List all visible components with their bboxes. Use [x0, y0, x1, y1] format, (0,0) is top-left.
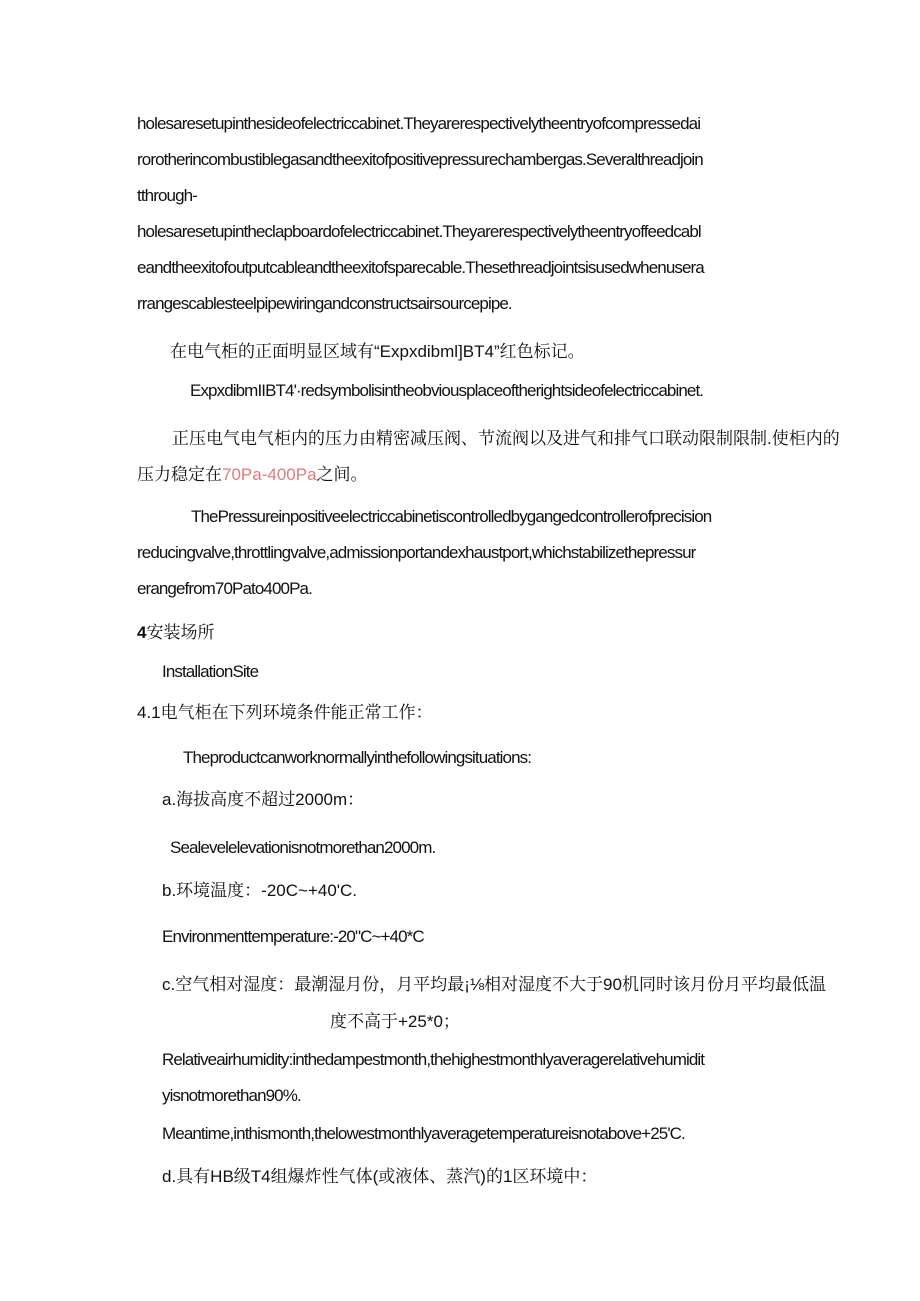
pressure-cn-line1: 正压电气电气柜内的压力由精密减压阀、节流阀以及进气和排气口联动限制限制.使柜内的 [172, 429, 840, 448]
item-c-en-line2: yisnotmorethan90%. [162, 1086, 301, 1105]
pressure-en-line3: erangefrom70Pato400Pa. [137, 579, 312, 598]
item-c-cn-line1: c.空气相对湿度：最潮湿月份，月平均最¡⅛相对湿度不大于90机同时该月份月平均最低温 [162, 975, 826, 994]
section4-title-cn: 安装场所 [146, 623, 215, 642]
item-b-cn: b.环境温度：-20C~+40'C. [162, 881, 358, 900]
para1-line6: rrangescablesteelpipewiringandconstructsairsourcepipe. [137, 294, 512, 313]
item-a-en: Sealevelelevationisnotmorethan2000m. [170, 838, 436, 857]
para1-line1: holesaresetupinthesideofelectriccabinet.Theyarerespectivelytheentryofcompressedai [137, 114, 701, 133]
mark-en: ExpxdibmIIBT4'·redsymbolisintheobviousplaceoftherightsideofelectriccabinet. [190, 381, 704, 400]
para1-line3: tthrough- [137, 186, 197, 205]
section4-title-en: InstallationSite [162, 662, 259, 681]
item-a-cn: a.海拔高度不超过2000m： [162, 790, 365, 809]
item-d-cn: d.具有HB级T4组爆炸性气体(或液体、蒸汽)的1区环境中： [162, 1167, 598, 1186]
section4-number: 4 [137, 623, 147, 642]
para1-line4: holesaresetupintheclapboardofelectriccabinet.Theyarerespectivelytheentryoffeedcabl [137, 222, 701, 241]
pressure-cn-pre: 压力稳定在 [137, 465, 222, 484]
pressure-cn-post: 之间。 [316, 465, 368, 484]
para1-line2: rorotherincombustiblegasandtheexitofpositivepressurechambergas.Severalthreadjoin [137, 150, 703, 169]
item-c-en-line1: Relativeairhumidity:inthedampestmonth,thehighestmonthlyaveragerelativehumidit [162, 1050, 705, 1069]
pressure-range-highlight: 70Pa-400Pa [222, 465, 317, 484]
item-b-en: Environmenttemperature:-20"C~+40*C [162, 927, 424, 946]
mark-cn: 在电气柜的正面明显区域有“Expxdibml]BT4”红色标记。 [170, 342, 585, 361]
pressure-en-line2: reducingvalve,throttlingvalve,admissionportandexhaustport,whichstabilizethepressur [137, 543, 696, 562]
section4-heading [137, 623, 214, 643]
item-c-en-line3: Meantime,inthismonth,thelowestmonthlyaveragetemperatureisnotabove+25'C. [162, 1124, 685, 1143]
pressure-cn-line2 [137, 465, 368, 485]
pressure-en-line1: ThePressureinpositiveelectriccabinetiscontrolledbygangedcontrollerofprecision [191, 507, 712, 526]
s41-en: Theproductcanworknormallyinthefollowingsituations: [183, 748, 532, 767]
para1-line5: eandtheexitofoutputcableandtheexitofsparecable.Thesethreadjointsisusedwhenusera [137, 258, 704, 277]
item-c-cn-line2: 度不高于+25*0； [330, 1012, 460, 1031]
s41-cn: 4.1电气柜在下列环境条件能正常工作： [137, 703, 433, 722]
